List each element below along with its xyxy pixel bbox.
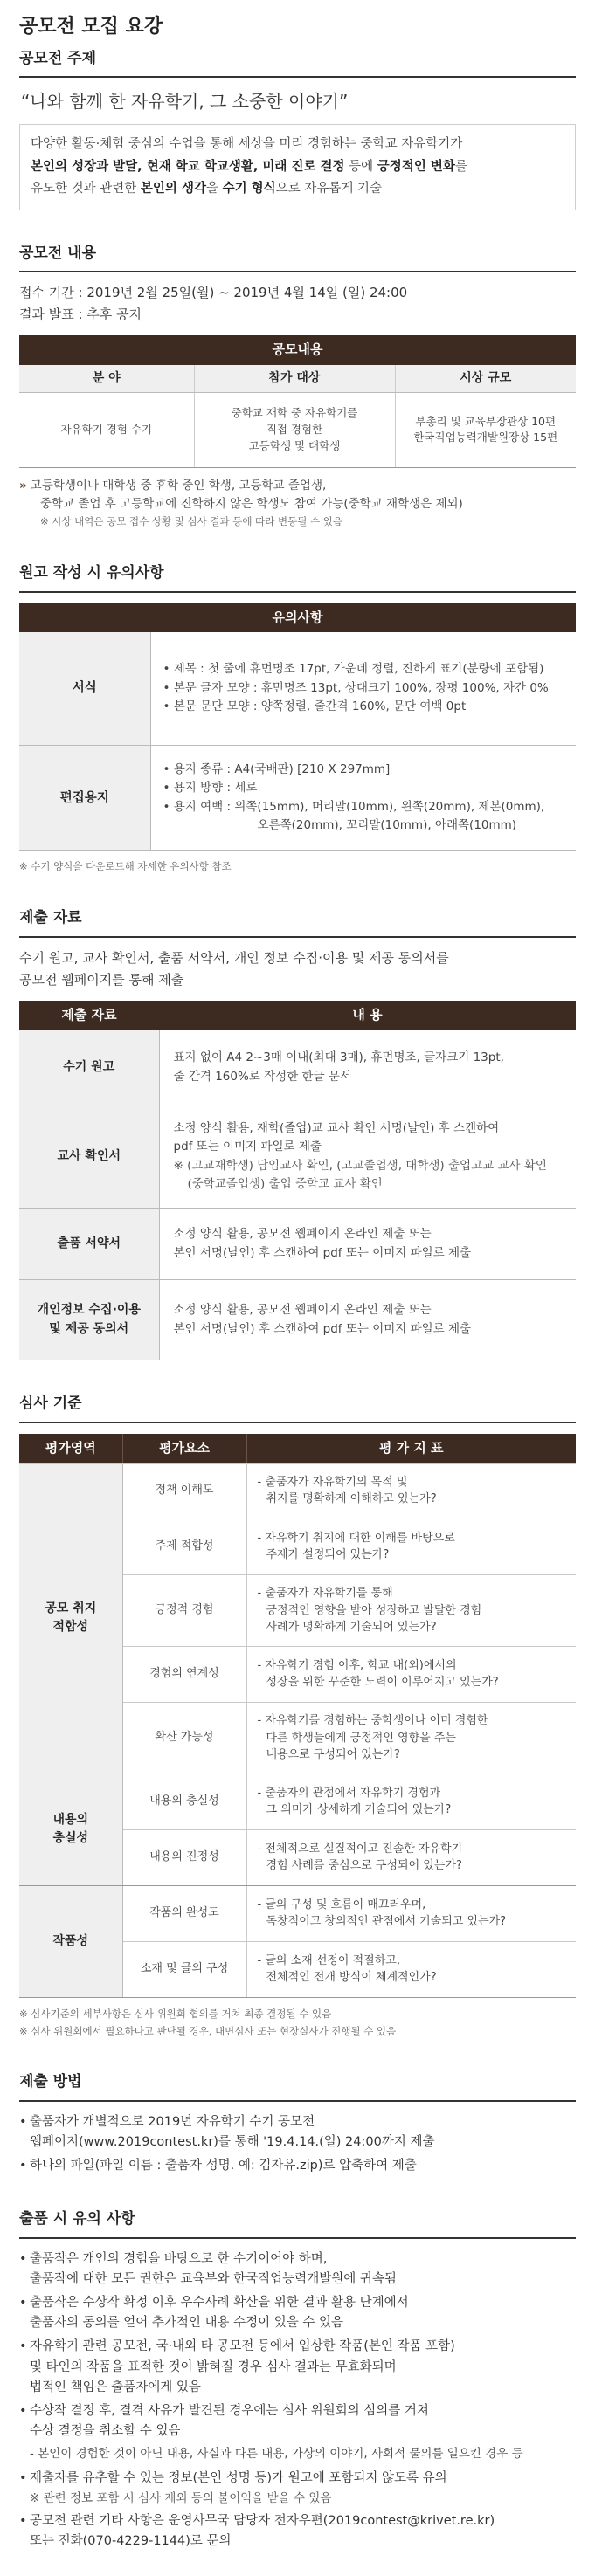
guide-table-title: 유의사항 — [19, 603, 576, 632]
table-row: 주제 적합성 - 자유학기 취지에 대한 이해를 바탕으로 주제가 설정되어 있는가? — [19, 1519, 576, 1574]
contest-note-small: ※ 시상 내역은 공모 접수 상황 및 심사 결과 등에 따라 변동될 수 있음 — [40, 515, 342, 528]
header-target: 참가 대상 — [194, 365, 395, 393]
contest-result: 결과 발표 : 추후 공지 — [19, 307, 142, 323]
table-row: 교사 확인서 소정 양식 활용, 재학(졸업)교 교사 확인 서명(날인) 후 스캔하여 pdf 또는 이미지 파일로 제출 ※ (고교재학생) 담임교사 확인, (고교졸업생, 대학생) 출업고교 교사 확인 (중학교졸업생) 출업 중학교 교사 확인 — [19, 1105, 576, 1209]
criteria-note-1: ※ 심사기준의 세부사항은 심사 위원회 협의를 거쳐 최종 결정될 수 있음 — [19, 2007, 332, 2020]
list-item: • 출품작은 개인의 경험을 바탕으로 한 수기이어야 하며, 출품작에 대한 모든 권한은 교육부와 한국직업능력개발원에 귀속됨 — [19, 2249, 576, 2290]
table-row: 경험의 연계성 - 자유학기 경험 이후, 학교 내(외)에서의 성장을 위한 꾸준한 노력이 이루어지고 있는가? — [19, 1646, 576, 1702]
table-row: 출품 서약서 소정 양식 활용, 공모전 웹페이지 온라인 제출 또는 본인 서명(날인) 후 스캔하여 pdf 또는 이미지 파일로 제출 — [19, 1209, 576, 1280]
table-row: 확산 가능성 - 자유학기를 경험하는 중학생이나 이미 경험한 다른 학생들에게 긍정적인 영향을 주는 내용으로 구성되어 있는가? — [19, 1702, 576, 1774]
theme-line-1: 다양한 활동·체험 중심의 수업을 통해 세상을 미리 경험하는 중학교 자유학기가 — [31, 137, 463, 152]
list-item: • 자유학기 관련 공모전, 국·내외 타 공모전 등에서 입상한 작품(본인 작품 포함) 및 타인의 작품을 표적한 것이 밝혀질 경우 심사 결과는 무효화되며 법적인 책임은 출품자에게 있음 — [19, 2337, 576, 2398]
table-row — [19, 393, 576, 467]
table-row — [19, 632, 576, 746]
list-item: • 하나의 파일(파일 이름 : 출품자 성명. 예: 김자유.zip)로 압축하여 제출 — [19, 2156, 576, 2176]
header-award: 시상 규모 — [395, 365, 576, 393]
theme-line-2: 본인의 성장과 발달, 현재 학교 학교생활, 미래 진로 결정 등에 긍정적인 변화를 — [31, 159, 467, 174]
double-chevron-icon: » — [19, 478, 27, 492]
theme-box — [19, 124, 576, 210]
list-item: • 공모전 관련 기타 사항은 운영사무국 담당자 전자우편(2019contest@krivet.re.kr) 또는 전화(070-4229-1144)로 문의 — [19, 2511, 576, 2552]
header-doc: 제출 자료 — [19, 1001, 159, 1030]
table-row: 내용의 진정성 - 전체적으로 실질적이고 진솔한 자유학기 경험 사례를 중심으로 구성되어 있는가? — [19, 1829, 576, 1885]
header-content: 내 용 — [159, 1001, 576, 1030]
contest-table — [19, 365, 576, 468]
criteria-area-2: 내용의 충실성 — [19, 1774, 122, 1885]
guide-table — [19, 632, 576, 851]
main-title: 공모전 모집 요강 — [19, 16, 163, 38]
docs-intro-1: 수기 원고, 교사 확인서, 출품 서약서, 개인 정보 수집·이용 및 제공 동의서를 — [19, 949, 449, 966]
list-item: • 출품작은 수상작 확정 이후 우수사례 확산을 위한 결과 활용 단계에서 출품자의 동의를 얻어 추가적인 내용 수정이 있을 수 있음 — [19, 2293, 576, 2333]
criteria-note-2: ※ 심사 위원회에서 필요하다고 판단될 경우, 대면심사 또는 현장실사가 진행될 수 있음 — [19, 2024, 397, 2037]
docs-table — [19, 1001, 576, 1360]
criteria-area-3: 작품성 — [19, 1885, 122, 1997]
table-row: 수기 원고 표지 없이 A4 2~3매 이내(최대 3매), 휴먼명조, 글자크기 13pt, 줄 간격 160%로 작성한 한글 문서 — [19, 1030, 576, 1105]
guide-paper-label: 편집용지 — [19, 746, 150, 851]
table-header-row — [19, 1001, 576, 1030]
section-title-theme: 공모전 주제 — [19, 47, 576, 78]
section-title-criteria: 심사 기준 — [19, 1392, 576, 1422]
table-row: 소재 및 글의 구성 - 글의 소재 선정이 적절하고, 전체적인 전개 방식이 체계적인가? — [19, 1941, 576, 1997]
table-header-row: 평가영역 평가요소 평 가 지 표 — [19, 1434, 576, 1464]
table-row: 긍정적 경험 - 출품자가 자유학기를 통해 긍정적인 영향을 받아 성장하고 발달한 경험 사례가 명확하게 기술되어 있는가? — [19, 1574, 576, 1646]
criteria-table — [19, 1434, 576, 1998]
table-row: 작품성 작품의 완성도 - 글의 구성 및 흐름이 매끄러우며, 독창적이고 창의적인 관점에서 기술되고 있는가? — [19, 1885, 576, 1941]
section-title-caution: 출품 시 유의 사항 — [19, 2208, 576, 2238]
table-row: 공모 취지 적합성 정책 이해도 - 출품자가 자유학기의 목적 및 취지를 명확하게 이해하고 있는가? — [19, 1463, 576, 1519]
guide-paper-content: • 용지 종류 : A4(국배판) [210 X 297mm] • 용지 방향 : 세로 • 용지 여백 : 위쪽(15mm), 머리말(10mm), 왼쪽(20mm), 제본(0mm), 오른쪽(20mm), 꼬리말(10mm), 아래쪽(10mm) — [150, 746, 576, 851]
table-row: 내용의 충실성 내용의 충실성 - 출품자의 관점에서 자유학기 경험과 그 의미가 상세하게 기술되어 있는가? — [19, 1774, 576, 1829]
caution-list-2 — [19, 2469, 576, 2552]
contest-table-title: 공모내용 — [19, 335, 576, 364]
table-row — [19, 746, 576, 851]
theme-quote: “나와 함께 한 자유학기, 그 소중한 이야기” — [21, 91, 349, 113]
cell-target: 중학교 재학 중 자유학기를 직접 경험한 고등학생 및 대학생 — [194, 393, 395, 467]
cell-field: 자유학기 경험 수기 — [19, 393, 194, 467]
caution-list — [19, 2249, 576, 2442]
submit-list — [19, 2112, 576, 2177]
guide-format-content: • 제목 : 첫 줄에 휴먼명조 17pt, 가운데 정렬, 진하게 표기(분량에 포함됨) • 본문 글자 모양 : 휴먼명조 13pt, 상대크기 100%, 장평 100%, 자간 0% • 본문 문단 모양 : 양쪽정렬, 줄간격 160%, 문단 여백 0pt — [150, 632, 576, 746]
section-title-submit: 제출 방법 — [19, 2070, 576, 2101]
contest-table-wrap — [19, 335, 576, 467]
section-title-contest: 공모전 내용 — [19, 242, 576, 272]
table-row: 개인정보 수집·이용 및 제공 동의서 소정 양식 활용, 공모전 웹페이지 온라인 제출 또는 본인 서명(날인) 후 스캔하여 pdf 또는 이미지 파일로 제출 — [19, 1280, 576, 1360]
list-item: • 출품자가 개별적으로 2019년 자유학기 수기 공모전 웹페이지(www.2019contest.kr)를 통해 '19.4.14.(일) 24:00까지 제출 — [19, 2112, 576, 2152]
section-title-docs: 제출 자료 — [19, 906, 576, 937]
list-item: • 수상작 결정 후, 결격 사유가 발견된 경우에는 심사 위원회의 심의를 거쳐 수상 결정을 취소할 수 있음 — [19, 2401, 576, 2442]
section-title-guide: 원고 작성 시 유의사항 — [19, 561, 576, 592]
cell-award: 부총리 및 교육부장관상 10편 한국직업능력개발원장상 15편 — [395, 393, 576, 467]
header-field: 분 야 — [19, 365, 194, 393]
docs-intro-2: 공모전 웹페이지를 통해 제출 — [19, 971, 184, 988]
table-header-row — [19, 365, 576, 393]
caution-dash-note: - 본인이 경험한 것이 아닌 내용, 사실과 다른 내용, 가상의 이야기, 사회적 물의를 일으킨 경우 등 — [30, 2447, 523, 2462]
contest-period: 접수 기간 : 2019년 2월 25일(월) ~ 2019년 4월 14일 (일) 24:00 — [19, 284, 408, 300]
theme-line-3: 유도한 것과 관련한 본인의 생각을 수기 형식으로 자유롭게 기술 — [31, 182, 382, 196]
criteria-area-1: 공모 취지 적합성 — [19, 1463, 122, 1774]
list-item: • 제출자를 유추할 수 있는 정보(본인 성명 등)가 원고에 포함되지 않도록 유의 ※ 관련 정보 포함 시 심사 제외 등의 불이익을 받을 수 있음 — [19, 2469, 576, 2508]
contest-note: » 고등학생이나 대학생 중 휴학 중인 학생, 고등학교 졸업생, 중학교 졸업 후 고등학교에 진학하지 않은 학생도 참여 가능(중학교 재학생은 제외) ※ 시상 내역은 공모 접수 상황 및 심사 결과 등에 따라 변동될 수 있음 — [19, 477, 576, 531]
guide-format-label: 서식 — [19, 632, 150, 746]
guide-note: ※ 수기 양식을 다운로드해 자세한 유의사항 참조 — [19, 860, 232, 873]
